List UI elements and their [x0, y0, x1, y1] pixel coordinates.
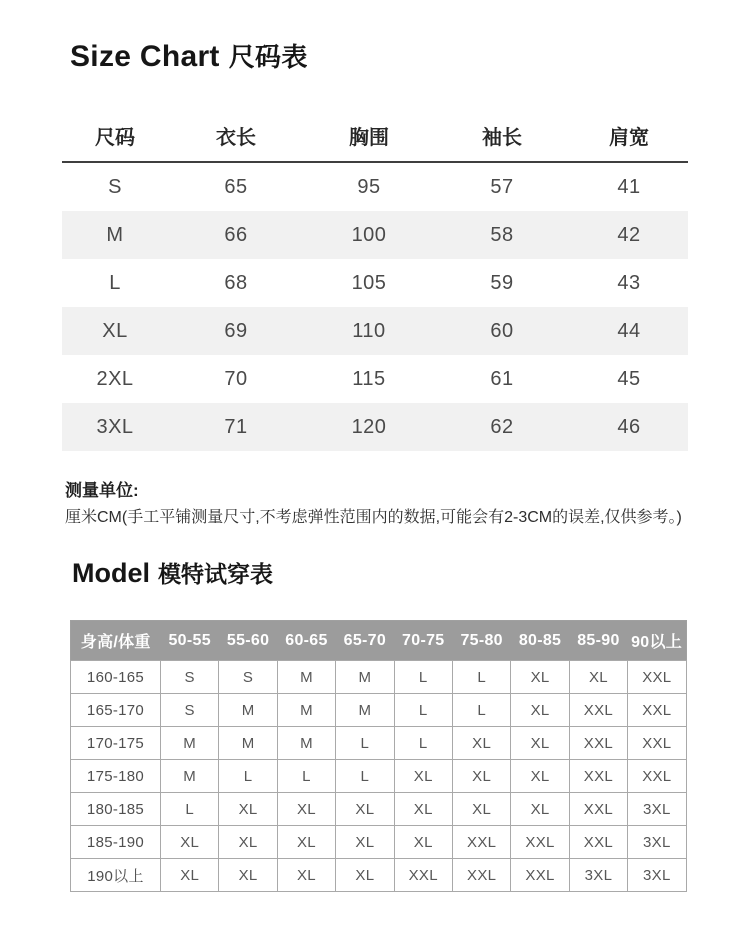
- model-recommended-size: XXL: [569, 826, 627, 859]
- size-label: M: [106, 223, 124, 246]
- model-header-height-weight: 身高/体重: [71, 621, 161, 661]
- model-fit-table: [70, 620, 687, 892]
- model-header-weight-range: 80-85: [511, 621, 569, 661]
- size-chart-row: [62, 307, 688, 355]
- model-header-weight-range: 65-70: [336, 621, 394, 661]
- model-recommended-size: M: [277, 694, 335, 727]
- size-chart-column-header: 尺码: [62, 110, 168, 162]
- size-label: XL: [102, 319, 128, 342]
- model-chart-title: [72, 558, 750, 589]
- model-recommended-size: L: [219, 760, 277, 793]
- size-value: 44: [617, 319, 641, 342]
- model-recommended-size: M: [161, 727, 219, 760]
- size-value: 120: [351, 415, 387, 438]
- size-chart-column-header: 袖长: [434, 110, 570, 162]
- model-fit-header-row: [71, 621, 687, 661]
- model-recommended-size: XXL: [452, 859, 510, 892]
- model-recommended-size: XL: [277, 826, 335, 859]
- model-fit-row: [71, 727, 687, 760]
- model-recommended-size: XL: [161, 859, 219, 892]
- model-recommended-size: XL: [452, 793, 510, 826]
- model-recommended-size: M: [336, 694, 394, 727]
- size-value: 70: [224, 367, 248, 390]
- model-recommended-size: L: [161, 793, 219, 826]
- model-chart-title-en: Model: [72, 558, 150, 588]
- model-recommended-size: L: [336, 727, 394, 760]
- model-fit-row: [71, 826, 687, 859]
- size-chart-table: [62, 110, 688, 451]
- model-recommended-size: XL: [452, 760, 510, 793]
- size-chart-column-header: 肩宽: [570, 110, 688, 162]
- model-fit-body: [71, 661, 687, 892]
- size-value: 46: [617, 415, 641, 438]
- size-value: 62: [490, 415, 514, 438]
- model-recommended-size: XXL: [452, 826, 510, 859]
- model-recommended-size: XL: [511, 793, 569, 826]
- model-recommended-size: XL: [394, 760, 452, 793]
- size-chart-column-header: 胸围: [304, 110, 434, 162]
- model-recommended-size: L: [394, 727, 452, 760]
- size-value: 42: [617, 223, 641, 246]
- model-recommended-size: 3XL: [628, 793, 686, 826]
- model-recommended-size: XL: [511, 694, 569, 727]
- size-value: 60: [490, 319, 514, 342]
- model-recommended-size: S: [219, 661, 277, 694]
- model-fit-row: [71, 793, 687, 826]
- size-value: 45: [617, 367, 641, 390]
- size-value: 41: [617, 175, 641, 198]
- model-recommended-size: L: [452, 694, 510, 727]
- size-chart-row: [62, 211, 688, 259]
- model-recommended-size: L: [277, 760, 335, 793]
- size-chart-row: [62, 355, 688, 403]
- model-recommended-size: 3XL: [628, 826, 686, 859]
- size-value: 105: [351, 271, 387, 294]
- size-value: 110: [352, 319, 386, 342]
- model-recommended-size: M: [219, 694, 277, 727]
- model-recommended-size: XXL: [628, 661, 686, 694]
- measurement-note-body: 厘米CM(手工平铺测量尺寸,不考虑弹性范围内的数据,可能会有2-3CM的误差,仅供参考。): [65, 509, 682, 526]
- model-header-weight-range: 55-60: [219, 621, 277, 661]
- model-recommended-size: XL: [394, 826, 452, 859]
- size-value: 61: [490, 367, 514, 390]
- model-recommended-size: M: [277, 661, 335, 694]
- size-chart-title-en: Size Chart: [70, 40, 220, 73]
- model-recommended-size: XL: [569, 661, 627, 694]
- model-recommended-size: 3XL: [628, 859, 686, 892]
- model-fit-row: [71, 760, 687, 793]
- model-recommended-size: L: [394, 694, 452, 727]
- size-chart-row: [62, 162, 688, 211]
- model-recommended-size: L: [452, 661, 510, 694]
- model-recommended-size: M: [336, 661, 394, 694]
- model-recommended-size: XL: [277, 859, 335, 892]
- model-recommended-size: XXL: [394, 859, 452, 892]
- model-recommended-size: XL: [394, 793, 452, 826]
- size-label: 2XL: [96, 367, 134, 390]
- model-height-range: 170-175: [71, 727, 161, 760]
- model-recommended-size: XXL: [511, 826, 569, 859]
- model-chart-title-zh: 模特试穿表: [158, 561, 273, 587]
- model-recommended-size: XXL: [569, 760, 627, 793]
- size-chart-row: [62, 259, 688, 307]
- size-value: 57: [490, 175, 514, 198]
- size-chart-header-row: [62, 110, 688, 162]
- model-recommended-size: 3XL: [569, 859, 627, 892]
- model-recommended-size: XXL: [569, 727, 627, 760]
- model-recommended-size: XL: [161, 826, 219, 859]
- size-value: 58: [490, 223, 514, 246]
- model-recommended-size: M: [219, 727, 277, 760]
- model-recommended-size: S: [161, 694, 219, 727]
- model-recommended-size: XXL: [569, 694, 627, 727]
- model-header-weight-range: 85-90: [569, 621, 627, 661]
- model-height-range: 160-165: [71, 661, 161, 694]
- size-label: 3XL: [96, 415, 134, 438]
- model-recommended-size: XL: [219, 793, 277, 826]
- model-recommended-size: XL: [219, 826, 277, 859]
- model-height-range: 165-170: [71, 694, 161, 727]
- model-height-range: 185-190: [71, 826, 161, 859]
- model-recommended-size: L: [394, 661, 452, 694]
- measurement-note: [65, 479, 705, 530]
- model-recommended-size: XXL: [628, 727, 686, 760]
- size-chart-row: [62, 403, 688, 451]
- size-value: 115: [352, 367, 386, 390]
- measurement-note-heading: 测量单位:: [65, 481, 139, 500]
- size-value: 71: [224, 415, 248, 438]
- model-height-range: 190以上: [71, 859, 161, 892]
- model-header-weight-range: 50-55: [161, 621, 219, 661]
- size-value: 68: [224, 271, 248, 294]
- model-recommended-size: XL: [336, 826, 394, 859]
- size-chart-column-header: 衣长: [168, 110, 304, 162]
- model-recommended-size: XL: [452, 727, 510, 760]
- model-fit-row: [71, 694, 687, 727]
- size-label: L: [109, 271, 121, 294]
- size-value: 100: [351, 223, 387, 246]
- model-height-range: 175-180: [71, 760, 161, 793]
- model-header-weight-range: 60-65: [277, 621, 335, 661]
- model-recommended-size: L: [336, 760, 394, 793]
- model-recommended-size: XL: [511, 760, 569, 793]
- model-fit-row: [71, 661, 687, 694]
- model-recommended-size: XL: [336, 793, 394, 826]
- size-value: 69: [224, 319, 248, 342]
- model-recommended-size: XXL: [511, 859, 569, 892]
- model-header-weight-range: 70-75: [394, 621, 452, 661]
- model-header-weight-range: 75-80: [452, 621, 510, 661]
- model-header-weight-range: 90以上: [628, 621, 686, 661]
- model-recommended-size: XL: [277, 793, 335, 826]
- model-recommended-size: M: [277, 727, 335, 760]
- model-recommended-size: XXL: [569, 793, 627, 826]
- size-value: 59: [490, 271, 514, 294]
- model-recommended-size: XL: [511, 727, 569, 760]
- model-fit-row: [71, 859, 687, 892]
- model-recommended-size: XL: [336, 859, 394, 892]
- model-recommended-size: M: [161, 760, 219, 793]
- size-value: 65: [224, 175, 248, 198]
- model-height-range: 180-185: [71, 793, 161, 826]
- model-recommended-size: XXL: [628, 694, 686, 727]
- size-value: 95: [357, 175, 381, 198]
- size-chart-title-zh: 尺码表: [228, 42, 308, 72]
- size-chart-title: [70, 0, 750, 74]
- size-value: 43: [617, 271, 641, 294]
- model-recommended-size: XL: [219, 859, 277, 892]
- model-recommended-size: XXL: [628, 760, 686, 793]
- model-recommended-size: S: [161, 661, 219, 694]
- size-label: S: [108, 175, 122, 198]
- size-chart-body: [62, 162, 688, 451]
- size-value: 66: [224, 223, 248, 246]
- model-recommended-size: XL: [511, 661, 569, 694]
